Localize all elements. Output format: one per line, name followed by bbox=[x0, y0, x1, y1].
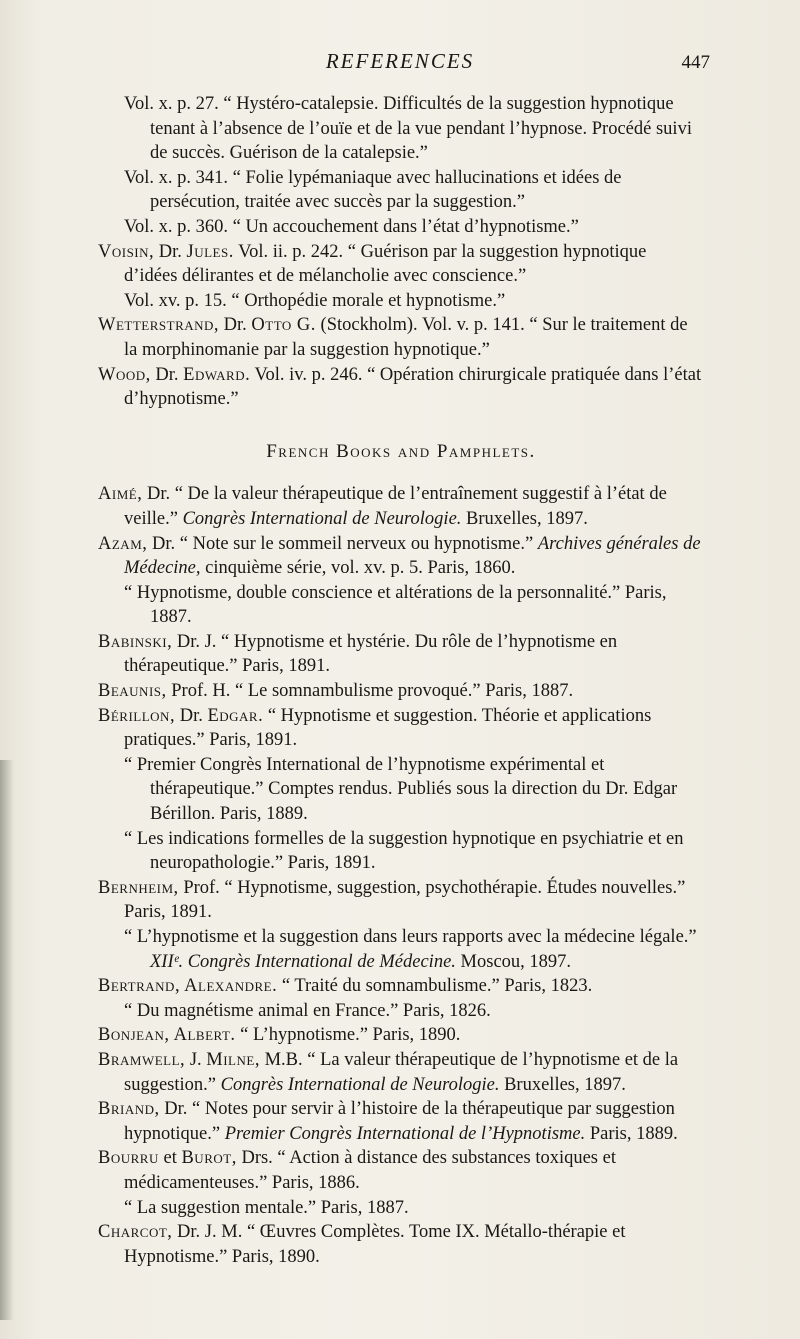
reference-entry-voisin: Voisin, Dr. Jules. Vol. ii. p. 242. “ Guérison par la suggestion hypnotique d’idées délirantes et de mélancholie avec conscience.” bbox=[98, 241, 647, 287]
page-edge-shadow bbox=[0, 760, 14, 1320]
reference-subentry: “ Hypnotisme, double conscience et altérations de la personnalité.” Paris, 1887. bbox=[124, 582, 667, 628]
reference-subentry: “ L’hypnotisme et la suggestion dans leurs rapports avec la médecine légale.” XIIᵉ. Congrès International de Médecine. Moscou, 1897. bbox=[124, 927, 697, 972]
reference-entry-azam: Azam, Dr. “ Note sur le sommeil nerveux ou hypnotisme.” Archives générales de Médecine, cinquième série, vol. xv. p. 5. Paris, 1860. bbox=[98, 533, 701, 579]
reference-subentry: “ Premier Congrès International de l’hypnotisme expérimental et thérapeutique.” Comptes rendus. Publiés sous la direction du Dr. Edgar Bérillon. Paris, 1889. bbox=[124, 754, 678, 825]
reference-entry-wetterstrand: Wetterstrand, Dr. Otto G. (Stockholm). Vol. v. p. 141. “ Sur le traitement de la morphinomanie par la suggestion hypnotique.” bbox=[98, 315, 688, 360]
reference-subentry: Vol. x. p. 341. “ Folie lypémaniaque avec hallucinations et idées de persécution, traitée avec succès par la suggestion.” bbox=[124, 167, 622, 213]
reference-entry-bourru-burot: Bourru et Burot, Drs. “ Action à distance des substances toxiques et médicamenteuses.” Paris, 1886. bbox=[98, 1148, 616, 1193]
reference-entry-babinski: Babinski, Dr. J. “ Hypnotisme et hystérie. Du rôle de l’hypnotisme en thérapeutique.” Paris, 1891. bbox=[98, 631, 618, 677]
section-title: French Books and Pamphlets. bbox=[266, 440, 536, 462]
reference-entry-briand: Briand, Dr. “ Notes pour servir à l’histoire de la thérapeutique par suggestion hypnotique.” Premier Congrès International de l’Hypnotisme. Paris, 1889. bbox=[98, 1099, 678, 1144]
reference-entry-bertrand: Bertrand, Alexandre. “ Traité du somnambulisme.” Paris, 1823. bbox=[98, 976, 593, 997]
reference-entry-beaunis: Beaunis, Prof. H. “ Le somnambulisme provoqué.” Paris, 1887. bbox=[98, 681, 574, 702]
page-number: 447 bbox=[681, 52, 710, 73]
reference-entry-wood: Wood, Dr. Edward. Vol. iv. p. 246. “ Opération chirurgicale pratiquée dans l’état d’hypnotisme.” bbox=[98, 364, 702, 410]
reference-subentry: “ Du magnétisme animal en France.” Paris, 1826. bbox=[124, 1000, 491, 1021]
reference-entry-aime: Aimé, Dr. “ De la valeur thérapeutique de l’entraînement suggestif à l’état de veille.” Congrès International de Neurologie. Bruxelles, 1897. bbox=[98, 484, 667, 529]
reference-entry-bernheim: Bernheim, Prof. “ Hypnotisme, suggestion, psychothérapie. Études nouvelles.” Paris, 1891. bbox=[98, 877, 686, 923]
reference-subentry: “ Les indications formelles de la suggestion hypnotique en psychiatrie et en neuropathologie.” Paris, 1891. bbox=[124, 828, 684, 874]
reference-subentry: Vol. xv. p. 15. “ Orthopédie morale et hypnotisme.” bbox=[124, 290, 506, 311]
reference-entry-berillon: Bérillon, Dr. Edgar. “ Hypnotisme et suggestion. Théorie et applications pratiques.” Paris, 1891. bbox=[98, 705, 652, 751]
reference-entry-bramwell: Bramwell, J. Milne, M.B. “ La valeur thérapeutique de l’hypnotisme et de la suggestion.” Congrès International de Neurologie. Bruxelles, 1897. bbox=[98, 1049, 679, 1095]
reference-subentry: “ La suggestion mentale.” Paris, 1887. bbox=[124, 1197, 409, 1218]
page-header bbox=[0, 46, 800, 76]
reference-entry-charcot: Charcot, Dr. J. M. “ Œuvres Complètes. Tome IX. Métallo-thérapie et Hypnotisme.” Paris, 1890. bbox=[98, 1222, 626, 1267]
running-head: REFERENCES bbox=[325, 49, 475, 73]
reference-subentry: Vol. x. p. 360. “ Un accouchement dans l’état d’hypnotisme.” bbox=[124, 216, 579, 237]
references-list bbox=[98, 92, 704, 1269]
reference-entry-bonjean: Bonjean, Albert. “ L’hypnotisme.” Paris, 1890. bbox=[98, 1025, 461, 1046]
reference-subentry: Vol. x. p. 27. “ Hystéro-catalepsie. Difficultés de la suggestion hypnotique tenant à l’absence de l’ouïe et de la vue pendant l’hypnose. Procédé suivi de succès. Guérison de la catalepsie.” bbox=[124, 94, 692, 164]
